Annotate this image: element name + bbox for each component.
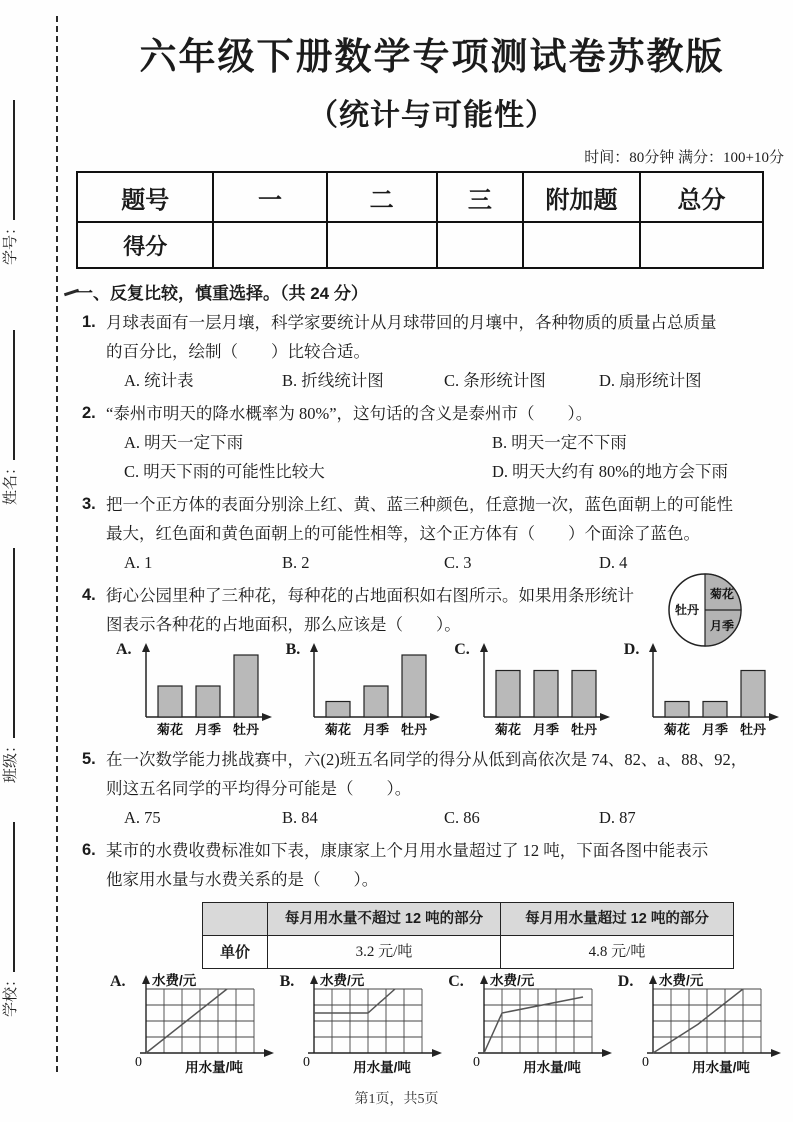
- svg-text:牡丹: 牡丹: [570, 722, 597, 737]
- q4-line2: 图表示各种花的占地面积，那么应该是（ ）。: [106, 615, 461, 634]
- svg-text:牡丹: 牡丹: [740, 722, 767, 737]
- q4-bar-chart-options: [106, 641, 788, 741]
- q6-number: 6.: [82, 841, 96, 859]
- svg-text:0: 0: [472, 1055, 480, 1070]
- margin-field-school: [0, 822, 22, 1017]
- svg-text:月季: 月季: [532, 722, 559, 737]
- section-heading: 一、反复比较，慎重选择。（共 24 分）: [76, 284, 368, 303]
- svg-text:月季: 月季: [702, 722, 729, 737]
- q4-chart-c-letter: C.: [454, 641, 470, 658]
- page-title: 六年级下册数学专项测试卷苏教版: [139, 37, 725, 78]
- q3-option-a: A. 1: [124, 553, 153, 572]
- q4-chart-option-b: [286, 641, 443, 741]
- q6-graph-a-letter: A.: [110, 973, 126, 990]
- score-cell-two: [327, 222, 437, 268]
- svg-text:用水量/吨: 用水量/吨: [522, 1060, 581, 1075]
- q1-option-b: B. 折线统计图: [282, 371, 384, 390]
- svg-text:牡丹: 牡丹: [401, 722, 428, 737]
- q5-options: [106, 803, 788, 832]
- exam-meta: 时间：80分钟 满分：100+10分: [584, 150, 784, 166]
- q1-options: [106, 366, 788, 395]
- q4-chart-option-a: [116, 641, 274, 741]
- score-table-header-row: [77, 172, 763, 222]
- water-fee-table: [202, 902, 734, 969]
- class-blank: [0, 548, 15, 738]
- score-col-total: 总分: [640, 172, 763, 222]
- bar-chart-b: [302, 641, 442, 741]
- q4-chart-a-letter: A.: [116, 641, 132, 658]
- fee-corner-cell: [203, 903, 268, 936]
- svg-text:水费/元: 水费/元: [659, 973, 704, 988]
- fee-value-over12: 4.8 元/吨: [501, 936, 734, 969]
- q5-option-d: D. 87: [599, 808, 636, 827]
- q2-option-c: C. 明天下雨的可能性比较大: [124, 462, 325, 481]
- q5-number: 5.: [82, 750, 96, 768]
- question-4: [76, 581, 788, 741]
- score-cell-bonus: [523, 222, 640, 268]
- score-col-tihao: 题号: [77, 172, 213, 222]
- q3-line2: 最大，红色面和黄色面朝上的可能性相等，这个正方体有（ ）个面涂了蓝色。: [106, 524, 700, 543]
- q4-line1: 街心公园里种了三种花，每种花的占地面积如右图所示。如果用条形统计: [106, 586, 634, 605]
- q1-line2: 的百分比，绘制（ ）比较合适。: [106, 342, 370, 361]
- score-col-bonus: 附加题: [523, 172, 640, 222]
- q4-chart-option-c: [454, 641, 612, 741]
- page-footer: 第1页，共5页: [354, 1092, 439, 1107]
- q3-option-d: D. 4: [599, 553, 628, 572]
- pie-label-rose: 月季: [709, 619, 735, 633]
- svg-text:水费/元: 水费/元: [151, 973, 196, 988]
- line-graph-b: [296, 973, 448, 1079]
- score-col-two: 二: [327, 172, 437, 222]
- svg-text:0: 0: [134, 1055, 142, 1070]
- question-1: [76, 308, 788, 395]
- q6-line2: 他家用水量与水费关系的是（ ）。: [106, 870, 379, 889]
- student-id-blank: [0, 100, 15, 220]
- q4-chart-option-d: [624, 641, 782, 741]
- q6-graph-option-c: [448, 973, 618, 1079]
- score-col-one: 一: [213, 172, 326, 222]
- svg-text:0: 0: [303, 1055, 311, 1070]
- q6-graph-b-letter: B.: [279, 973, 295, 990]
- fee-header-over12: 每月用水量超过 12 吨的部分: [501, 903, 734, 936]
- q1-option-c: C. 条形统计图: [444, 371, 546, 390]
- svg-text:菊花: 菊花: [494, 722, 521, 737]
- score-cell-one: [213, 222, 326, 268]
- q2-options: [106, 428, 788, 486]
- page-subtitle: （统计与可能性）: [308, 99, 556, 132]
- q3-number: 3.: [82, 495, 96, 513]
- line-graph-a: [128, 973, 280, 1079]
- q2-option-d: D. 明天大约有 80%的地方会下雨: [492, 462, 729, 481]
- question-5: [76, 745, 788, 832]
- margin-field-name: [0, 330, 22, 505]
- svg-text:菊花: 菊花: [325, 722, 352, 737]
- school-blank: [0, 822, 15, 972]
- line-graph-c: [466, 973, 618, 1079]
- q2-number: 2.: [82, 404, 96, 422]
- q6-line1: 某市的水费收费标准如下表，康康家上个月用水量超过了 12 吨，下面各图中能表示: [106, 841, 709, 860]
- q2-line1: “泰州市明天的降水概率为 80%”，这句话的含义是泰州市（ ）。: [106, 404, 593, 423]
- bar-chart-a: [134, 641, 274, 741]
- content-area: [76, 0, 788, 1079]
- q6-line-graph-options: [106, 973, 788, 1079]
- pie-label-chrysanthemum: 菊花: [709, 587, 735, 601]
- q6-graph-c-letter: C.: [448, 973, 464, 990]
- name-label: 姓名：: [3, 459, 19, 505]
- pie-label-peony: 牡丹: [674, 603, 700, 617]
- svg-text:菊花: 菊花: [156, 722, 183, 737]
- q4-number: 4.: [82, 586, 96, 604]
- class-label: 班级：: [3, 737, 19, 783]
- q1-option-d: D. 扇形统计图: [599, 371, 702, 390]
- q6-graph-option-d: [618, 973, 788, 1079]
- q1-line1: 月球表面有一层月壤，科学家要统计从月球带回的月壤中，各种物质的质量占总质量: [106, 313, 717, 332]
- q5-option-a: A. 75: [124, 808, 161, 827]
- q5-line1: 在一次数学能力挑战赛中，六(2)班五名同学的得分从低到高依次是 74、82、a、88、92，: [106, 750, 748, 769]
- q6-graph-option-a: [110, 973, 280, 1079]
- q3-line1: 把一个正方体的表面分别涂上红、黄、蓝三种颜色，任意抛一次，蓝色面朝上的可能性: [106, 495, 733, 514]
- question-3: [76, 490, 788, 577]
- score-table-score-row: [77, 222, 763, 268]
- q5-option-c: C. 86: [444, 808, 480, 827]
- q3-option-c: C. 3: [444, 553, 472, 572]
- question-2: [76, 399, 788, 486]
- q6-graph-option-b: [280, 973, 449, 1079]
- student-id-label: 学号：: [3, 219, 19, 265]
- score-cell-total: [640, 222, 763, 268]
- score-row-label: 得分: [77, 222, 213, 268]
- fee-table-price-row: [203, 936, 734, 969]
- q2-option-b: B. 明天一定不下雨: [492, 433, 627, 452]
- score-table: [76, 171, 764, 269]
- svg-text:月季: 月季: [194, 722, 221, 737]
- line-graph-d: [635, 973, 787, 1079]
- q1-option-a: A. 统计表: [124, 371, 194, 390]
- svg-text:牡丹: 牡丹: [232, 722, 259, 737]
- svg-text:水费/元: 水费/元: [489, 973, 535, 988]
- svg-text:菊花: 菊花: [664, 722, 691, 737]
- flower-area-pie-chart: [666, 571, 744, 649]
- svg-text:0: 0: [642, 1055, 650, 1070]
- score-col-three: 三: [437, 172, 524, 222]
- q5-line2: 则这五名同学的平均得分可能是（ ）。: [106, 779, 412, 798]
- question-6: [76, 836, 788, 1079]
- q3-option-b: B. 2: [282, 553, 310, 572]
- q4-chart-b-letter: B.: [285, 641, 301, 658]
- bar-chart-c: [472, 641, 612, 741]
- svg-text:用水量/吨: 用水量/吨: [692, 1060, 751, 1075]
- name-blank: [0, 330, 15, 460]
- margin-field-student-id: [0, 100, 22, 265]
- bar-chart-d: [641, 641, 781, 741]
- fee-value-under12: 3.2 元/吨: [268, 936, 501, 969]
- svg-text:用水量/吨: 用水量/吨: [184, 1060, 243, 1075]
- school-label: 学校：: [3, 971, 19, 1017]
- fee-header-under12: 每月用水量不超过 12 吨的部分: [268, 903, 501, 936]
- fee-table-header-row: [203, 903, 734, 936]
- fee-row-label: 单价: [203, 936, 268, 969]
- score-cell-three: [437, 222, 524, 268]
- q5-option-b: B. 84: [282, 808, 318, 827]
- fold-dashed-line: [56, 16, 58, 1072]
- q2-option-a: A. 明天一定下雨: [124, 433, 244, 452]
- margin-field-class: [0, 548, 22, 783]
- svg-text:用水量/吨: 用水量/吨: [353, 1060, 412, 1075]
- svg-text:水费/元: 水费/元: [320, 973, 365, 988]
- q6-graph-d-letter: D.: [617, 973, 634, 990]
- q1-number: 1.: [82, 313, 96, 331]
- q4-chart-d-letter: D.: [623, 641, 640, 658]
- svg-text:月季: 月季: [363, 722, 390, 737]
